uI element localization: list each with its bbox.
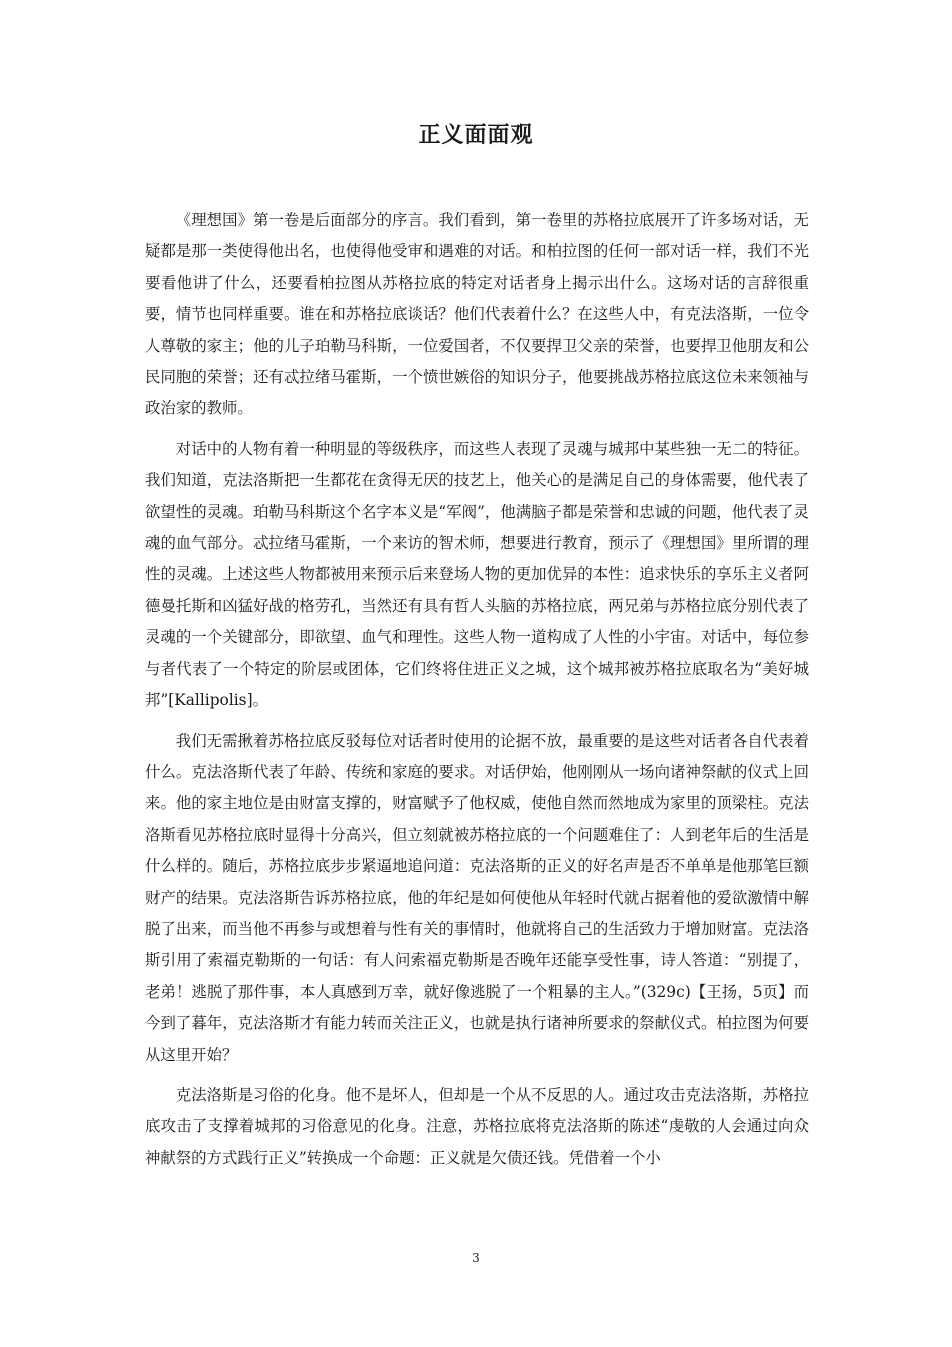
body-text bbox=[145, 205, 809, 1183]
paragraph-4: 克法洛斯是习俗的化身。他不是坏人，但却是一个从不反思的人。通过攻击克法洛斯，苏格拉底攻击了支撑着城邦的习俗意见的化身。注意，苏格拉底将克法洛斯的陈述“虔敬的人会通过向众神献祭的方式践行正义”转换成一个命题：正义就是欠债还钱。凭借着一个小 bbox=[145, 1085, 809, 1167]
paragraph-2: 对话中的人物有着一种明显的等级秩序，而这些人表现了灵魂与城邦中某些独一无二的特征。我们知道，克法洛斯把一生都花在贪得无厌的技艺上，他关心的是满足自己的身体需要，他代表了欲望性的灵魂。珀勒马科斯这个名字本义是“军阀”，他满脑子都是荣誉和忠诚的问题，他代表了灵魂的血气部分。忒拉绪马霍斯，一个来访的智术师，想要进行教育，预示了《理想国》里所谓的理性的灵魂。上述这些人物都被用来预示后来登场人物的更加优异的本性：追求快乐的享乐主义者阿德曼托斯和凶猛好战的格劳孔，当然还有具有哲人头脑的苏格拉底，两兄弟与苏格拉底分别代表了灵魂的一个关键部分，即欲望、血气和理性。这些人物一道构成了人性的小宇宙。对话中，每位参与者代表了一个特定的阶层或团体，它们终将住进正义之城，这个城邦被苏格拉底取名为“美好城邦”[Kallipolis]。 bbox=[145, 439, 809, 710]
paragraph-3: 我们无需揪着苏格拉底反驳每位对话者时使用的论据不放，最重要的是这些对话者各自代表着什么。克法洛斯代表了年龄、传统和家庭的要求。对话伊始，他刚刚从一场向诸神祭献的仪式上回来。他的家主地位是由财富支撑的，财富赋予了他权威，使他自然而然地成为家里的顶梁柱。克法洛斯看见苏格拉底时显得十分高兴，但立刻就被苏格拉底的一个问题难住了：人到老年后的生活是什么样的。随后，苏格拉底步步紧逼地追问道：克法洛斯的正义的好名声是否不单单是他那笔巨额财产的结果。克法洛斯告诉苏格拉底，他的年纪是如何使他从年轻时代就占据着他的爱欲激情中解脱了出来，而当他不再参与或想着与性有关的事情时，他就将自己的生活致力于增加财富。克法洛斯引用了索福克勒斯的一句话：有人问索福克勒斯是否晚年还能享受性事，诗人答道：“别提了，老弟！逃脱了那件事，本人真感到万幸，就好像逃脱了一个粗暴的主人。”(329c)【王扬，5页】而今到了暮年，克法洛斯才有能力转而关注正义，也就是执行诸神所要求的祭献仪式。柏拉图为何要从这里开始？ bbox=[145, 731, 809, 1064]
page-number: 3 bbox=[472, 1251, 480, 1265]
paragraph-1: 《理想国》第一卷是后面部分的序言。我们看到，第一卷里的苏格拉底展开了许多场对话，无疑都是那一类使得他出名，也使得他受审和遇难的对话。和柏拉图的任何一部对话一样，我们不光要看他讲了什么，还要看柏拉图从苏格拉底的特定对话者身上揭示出什么。这场对话的言辞很重要，情节也同样重要。谁在和苏格拉底谈话？他们代表着什么？在这些人中，有克法洛斯，一位令人尊敬的家主；他的儿子珀勒马科斯，一位爱国者，不仅要捍卫父亲的荣誉，也要捍卫他朋友和公民同胞的荣誉；还有忒拉绪马霍斯，一个愤世嫉俗的知识分子，他要挑战苏格拉底这位未来领袖与政治家的教师。 bbox=[145, 211, 809, 418]
chapter-title: 正义面面观 bbox=[418, 123, 534, 148]
